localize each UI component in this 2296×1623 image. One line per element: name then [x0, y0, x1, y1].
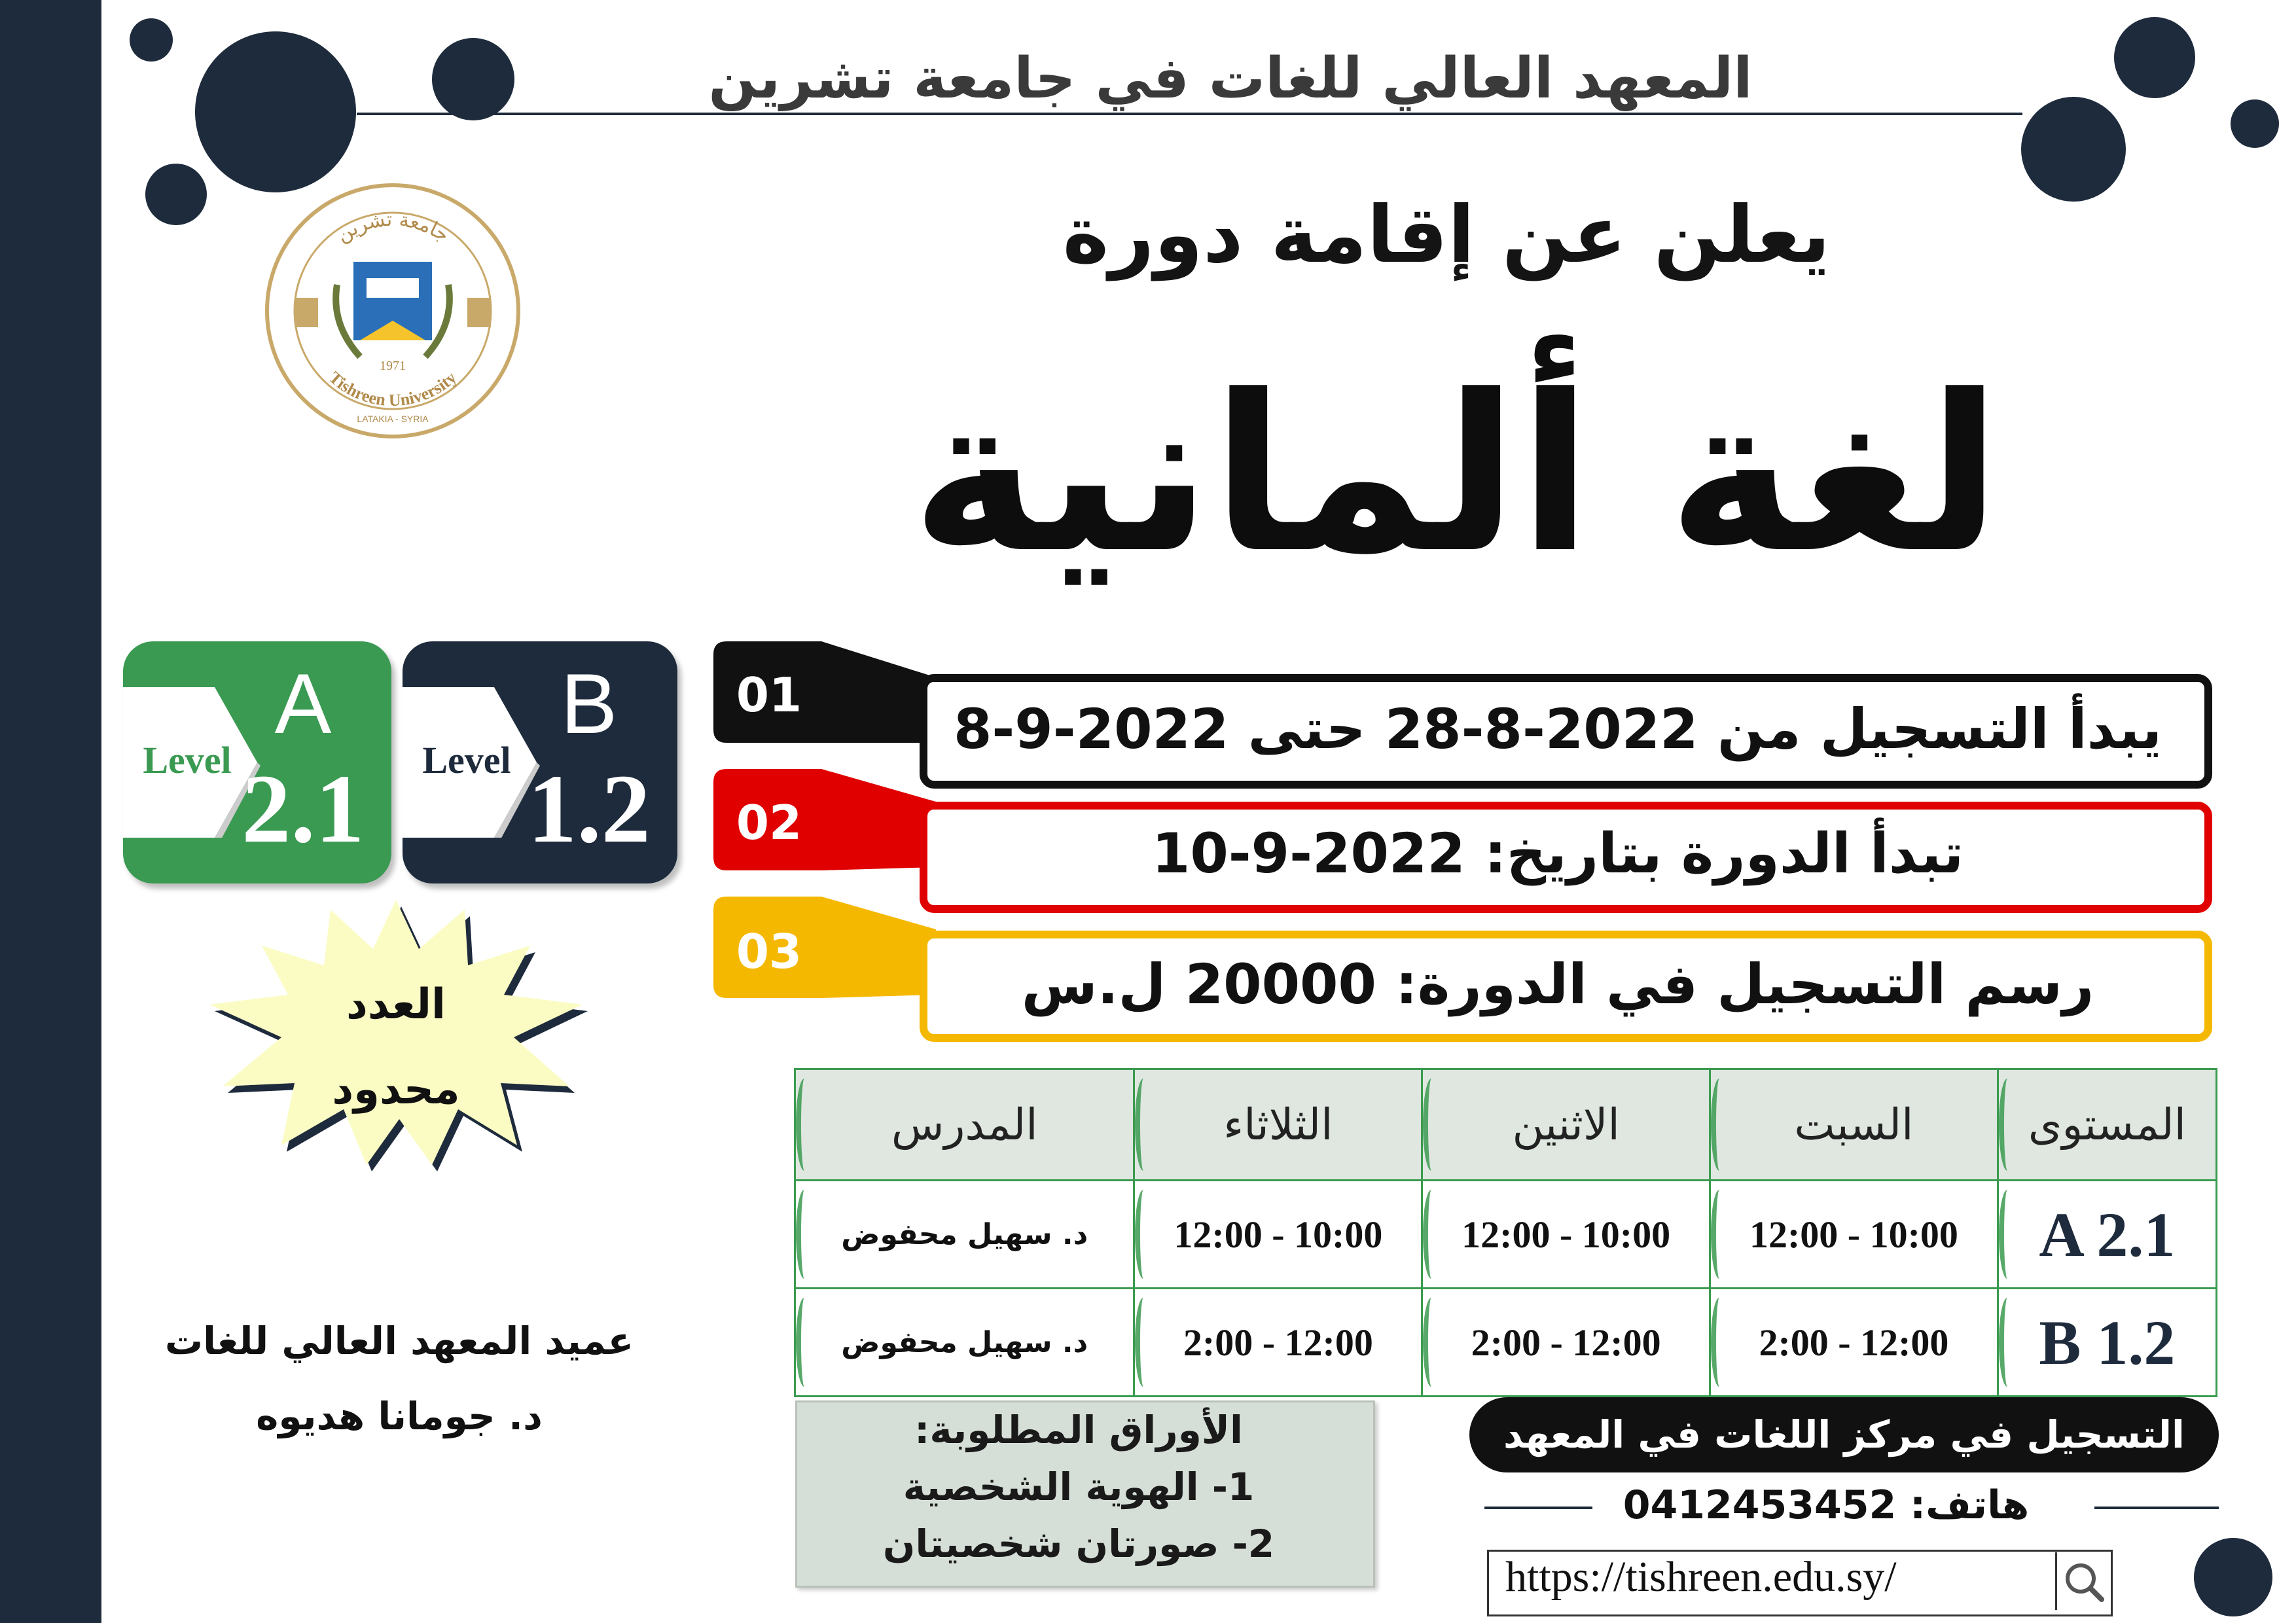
table-cell: 2:00 - 12:00 — [1134, 1289, 1422, 1397]
level-badge-b12 — [403, 641, 677, 883]
level-number: 2.1 — [242, 755, 365, 863]
table-cell: 2:00 - 12:00 — [1710, 1289, 1998, 1397]
papers-item: 2- صورتان شخصيتان — [882, 1522, 1275, 1566]
decor-circle — [130, 18, 173, 62]
registration-fee: رسم التسجيل في الدورة: 20000 ل.س — [1021, 952, 2094, 1016]
table-header-cell: السبت — [1710, 1069, 1998, 1181]
seal-year: 1971 — [380, 359, 406, 373]
limited-line1: العدد — [346, 980, 446, 1029]
level-letter: B — [560, 656, 618, 751]
table-cell-level: B 1.2 — [1998, 1289, 2216, 1397]
level-badge-a21 — [123, 641, 391, 883]
limited-line2: محدود — [332, 1065, 460, 1114]
table-cell: 12:00 - 10:00 — [1134, 1181, 1422, 1289]
course-start-date: تبدأ الدورة بتاريخ: 2022-9-10 — [1151, 821, 1964, 885]
decor-circle — [2231, 99, 2279, 148]
step-number-03: 03 — [736, 924, 802, 979]
phone-rule-left — [1484, 1507, 1592, 1509]
step-number-01: 01 — [736, 668, 802, 722]
header-rule — [357, 113, 2022, 115]
table-cell: 12:00 - 10:00 — [1710, 1181, 1998, 1289]
level-tag: Level — [422, 739, 511, 781]
search-icon — [2057, 1552, 2111, 1610]
level-tag: Level — [143, 739, 232, 781]
registration-dates: يبدأ التسجيل من 2022-8-28 حتى 2022-9-8 — [953, 697, 2162, 761]
seal-top-text: جامعة تشرين — [332, 207, 454, 247]
table-header-cell: المدرس — [795, 1069, 1134, 1181]
papers-title: الأوراق المطلوبة: — [914, 1408, 1243, 1452]
table-row — [795, 1289, 2217, 1397]
dean-name: د. جومانا هديوه — [256, 1394, 543, 1438]
required-papers-box — [795, 1400, 1375, 1588]
phone-rule-right — [2094, 1507, 2219, 1509]
table-cell-teacher: د. سهيل محفوض — [795, 1181, 1134, 1289]
seal-bottom-text: Tishreen University — [325, 368, 460, 410]
left-sidebar-band — [0, 0, 101, 1623]
course-name: لغة ألمانية — [910, 349, 2002, 600]
university-seal-logo — [262, 180, 524, 442]
decor-circle — [2114, 17, 2195, 98]
table-cell: 2:00 - 12:00 — [1422, 1289, 1710, 1397]
table-row — [795, 1181, 2217, 1289]
dean-title: عميد المعهد العالي للغات — [164, 1319, 634, 1363]
seal-place: LATAKIA - SYRIA — [357, 414, 429, 424]
level-number: 1.2 — [528, 755, 651, 863]
table-cell-teacher: د. سهيل محفوض — [795, 1289, 1134, 1397]
decor-circle — [2194, 1538, 2272, 1616]
table-cell: 12:00 - 10:00 — [1422, 1181, 1710, 1289]
table-header-cell: الثلاثاء — [1134, 1069, 1422, 1181]
phone-number: هاتف: 0412453452 — [1623, 1482, 2030, 1528]
level-letter: A — [274, 656, 332, 751]
search-button[interactable] — [2055, 1552, 2111, 1610]
website-url[interactable]: https://tishreen.edu.sy/ — [1505, 1553, 1897, 1601]
decor-circle — [195, 31, 356, 192]
table-header-row — [795, 1069, 2217, 1181]
schedule-table — [794, 1068, 2217, 1397]
papers-item: 1- الهوية الشخصية — [903, 1465, 1255, 1509]
decor-circle — [2021, 97, 2126, 202]
table-header-cell: الاثنين — [1422, 1069, 1710, 1181]
decor-circle — [432, 38, 514, 120]
institute-title: المعهد العالي للغات في جامعة تشرين — [708, 46, 1753, 111]
decor-circle — [145, 164, 207, 225]
limited-text — [288, 962, 504, 1132]
step-number-02: 02 — [736, 795, 802, 850]
registration-location-pill: التسجيل في مركز اللغات في المعهد — [1469, 1397, 2219, 1472]
table-header-cell: المستوى — [1998, 1069, 2216, 1181]
table-cell-level: A 2.1 — [1998, 1181, 2216, 1289]
announcement-heading: يعلن عن إقامة دورة — [1062, 190, 1831, 281]
